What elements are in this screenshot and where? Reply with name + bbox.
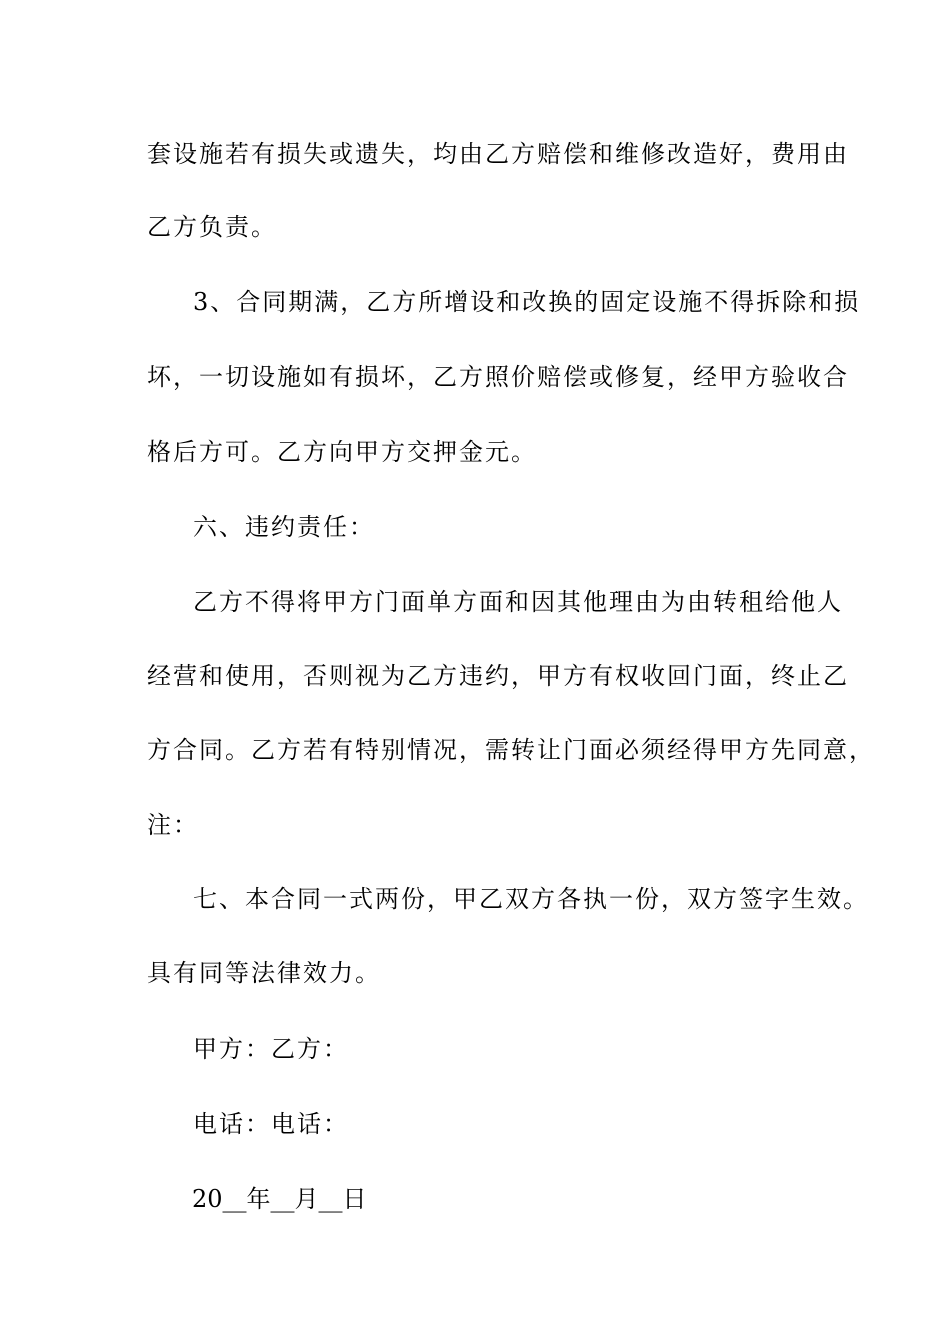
paragraph-line: 七、本合同一式两份，甲乙双方各执一份，双方签字生效。 <box>193 885 869 913</box>
date-line: 20__年__月__日 <box>192 1185 367 1213</box>
signature-party-line: 甲方：乙方： <box>193 1035 349 1063</box>
section-heading: 六、违约责任： <box>193 513 375 541</box>
paragraph-line: 注： <box>147 811 199 839</box>
paragraph-line: 套设施若有损失或遗失，均由乙方赔偿和维修改造好，费用由 <box>147 140 849 168</box>
paragraph-line: 坏，一切设施如有损坏，乙方照价赔偿或修复，经甲方验收合 <box>147 363 849 391</box>
paragraph-line: 经营和使用，否则视为乙方违约，甲方有权收回门面，终止乙 <box>147 662 849 690</box>
signature-phone-line: 电话：电话： <box>193 1110 349 1138</box>
paragraph-line: 具有同等法律效力。 <box>147 959 381 987</box>
paragraph-line: 乙方不得将甲方门面单方面和因其他理由为由转租给他人 <box>193 588 843 616</box>
paragraph-line: 方合同。乙方若有特别情况，需转让门面必须经得甲方先同意， <box>147 736 875 764</box>
paragraph-line: 3、合同期满，乙方所增设和改换的固定设施不得拆除和损 <box>193 288 861 316</box>
paragraph-line: 格后方可。乙方向甲方交押金元。 <box>147 438 537 466</box>
paragraph-line: 乙方负责。 <box>147 213 277 241</box>
